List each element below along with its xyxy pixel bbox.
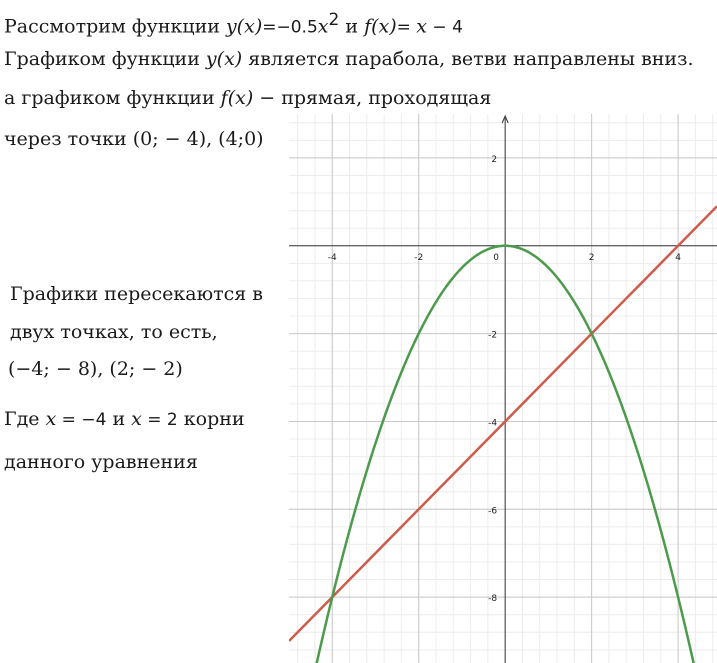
text: и: [339, 15, 365, 38]
math-coef: =−0.5: [262, 17, 318, 38]
y-tick-label: 2: [491, 154, 498, 165]
x-tick-label: -4: [327, 252, 337, 263]
text: Графиком функции: [4, 48, 206, 70]
function-graph: [289, 114, 717, 663]
math-x: x: [317, 15, 329, 38]
line-parabola: [4, 47, 694, 71]
math-const: − 4: [427, 17, 463, 38]
math-x: x: [45, 408, 57, 430]
line-equation: данного уравнения: [4, 451, 198, 473]
line-intersect: Графики пересекаются в: [10, 283, 264, 305]
line-coords: (−4; − 8), (2; − 2): [8, 358, 183, 380]
math-value: = −4: [56, 410, 107, 430]
line-functions: [4, 8, 463, 39]
math-x: x: [416, 15, 428, 38]
y-tick-label: -8: [488, 594, 498, 605]
text: является парабола, ветви направлены вниз.: [242, 48, 694, 70]
y-tick-label: -6: [488, 506, 498, 517]
line-two-points: двух точках, то есть,: [10, 321, 218, 343]
x-tick-label: 0: [493, 252, 500, 263]
math-x: x: [131, 408, 142, 430]
x-tick-label: -2: [414, 252, 424, 263]
text: и: [106, 408, 132, 430]
math-f: f(x): [364, 15, 397, 38]
text: Рассмотрим функции: [4, 15, 226, 38]
line-series: [289, 206, 717, 641]
x-tick-label: 4: [675, 252, 681, 263]
math-eq: =: [396, 17, 417, 38]
x-tick-label: 2: [588, 252, 595, 263]
text: а графиком функции: [4, 87, 221, 109]
line-points: через точки (0; − 4), (4;0): [4, 128, 264, 150]
y-tick-label: -2: [488, 330, 498, 341]
math-exp: 2: [328, 10, 340, 30]
line-roots: [4, 407, 245, 432]
math-y: y(x): [225, 15, 263, 38]
math-y: y(x): [205, 48, 243, 70]
math-f: f(x): [220, 87, 254, 109]
line-line: [4, 86, 491, 110]
math-value: = 2: [141, 410, 178, 430]
text: − прямая, проходящая: [253, 87, 492, 109]
text: корни: [177, 408, 245, 430]
y-tick-label: -4: [488, 418, 498, 429]
text: Где: [4, 408, 46, 430]
